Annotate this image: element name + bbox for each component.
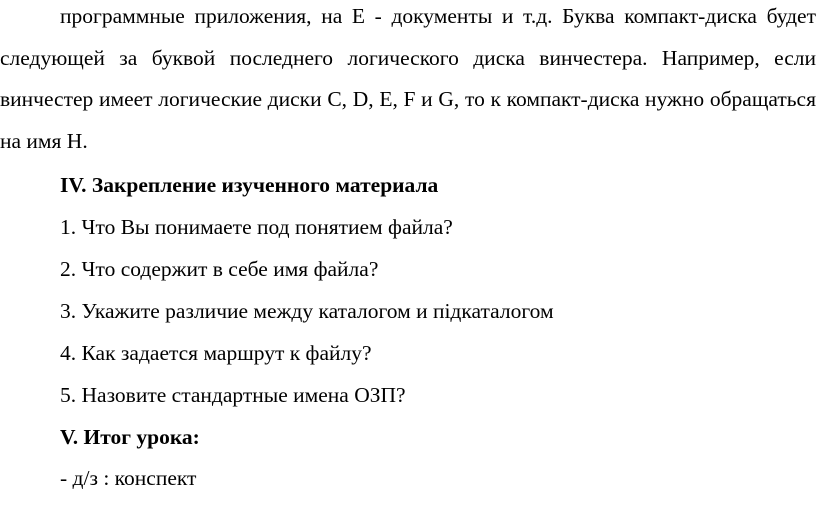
question-1: 1. Что Вы понимаете под понятием файла?	[60, 215, 453, 239]
question-4: 4. Как задается маршрут к файлу?	[60, 341, 372, 365]
homework-line: - д/з : конспект	[60, 466, 197, 490]
body-paragraph: программные приложения, на Е - документы и т.д. Буква компакт-диска будет следующей за буквой последнего логического диска винчестера. Например, если винчестер имеет логические диски C, D, E, F и G, то к компакт-диска нужно обращаться на имя Н.	[0, 4, 816, 153]
section-iv-heading: IV. Закрепление изученного материала	[60, 173, 439, 197]
question-2: 2. Что содержит в себе имя файла?	[60, 257, 379, 281]
section-v-heading: V. Итог урока:	[60, 425, 200, 449]
question-5: 5. Назовите стандартные имена ОЗП?	[60, 383, 406, 407]
question-3: 3. Укажите различие между каталогом и підкаталогом	[60, 299, 554, 323]
